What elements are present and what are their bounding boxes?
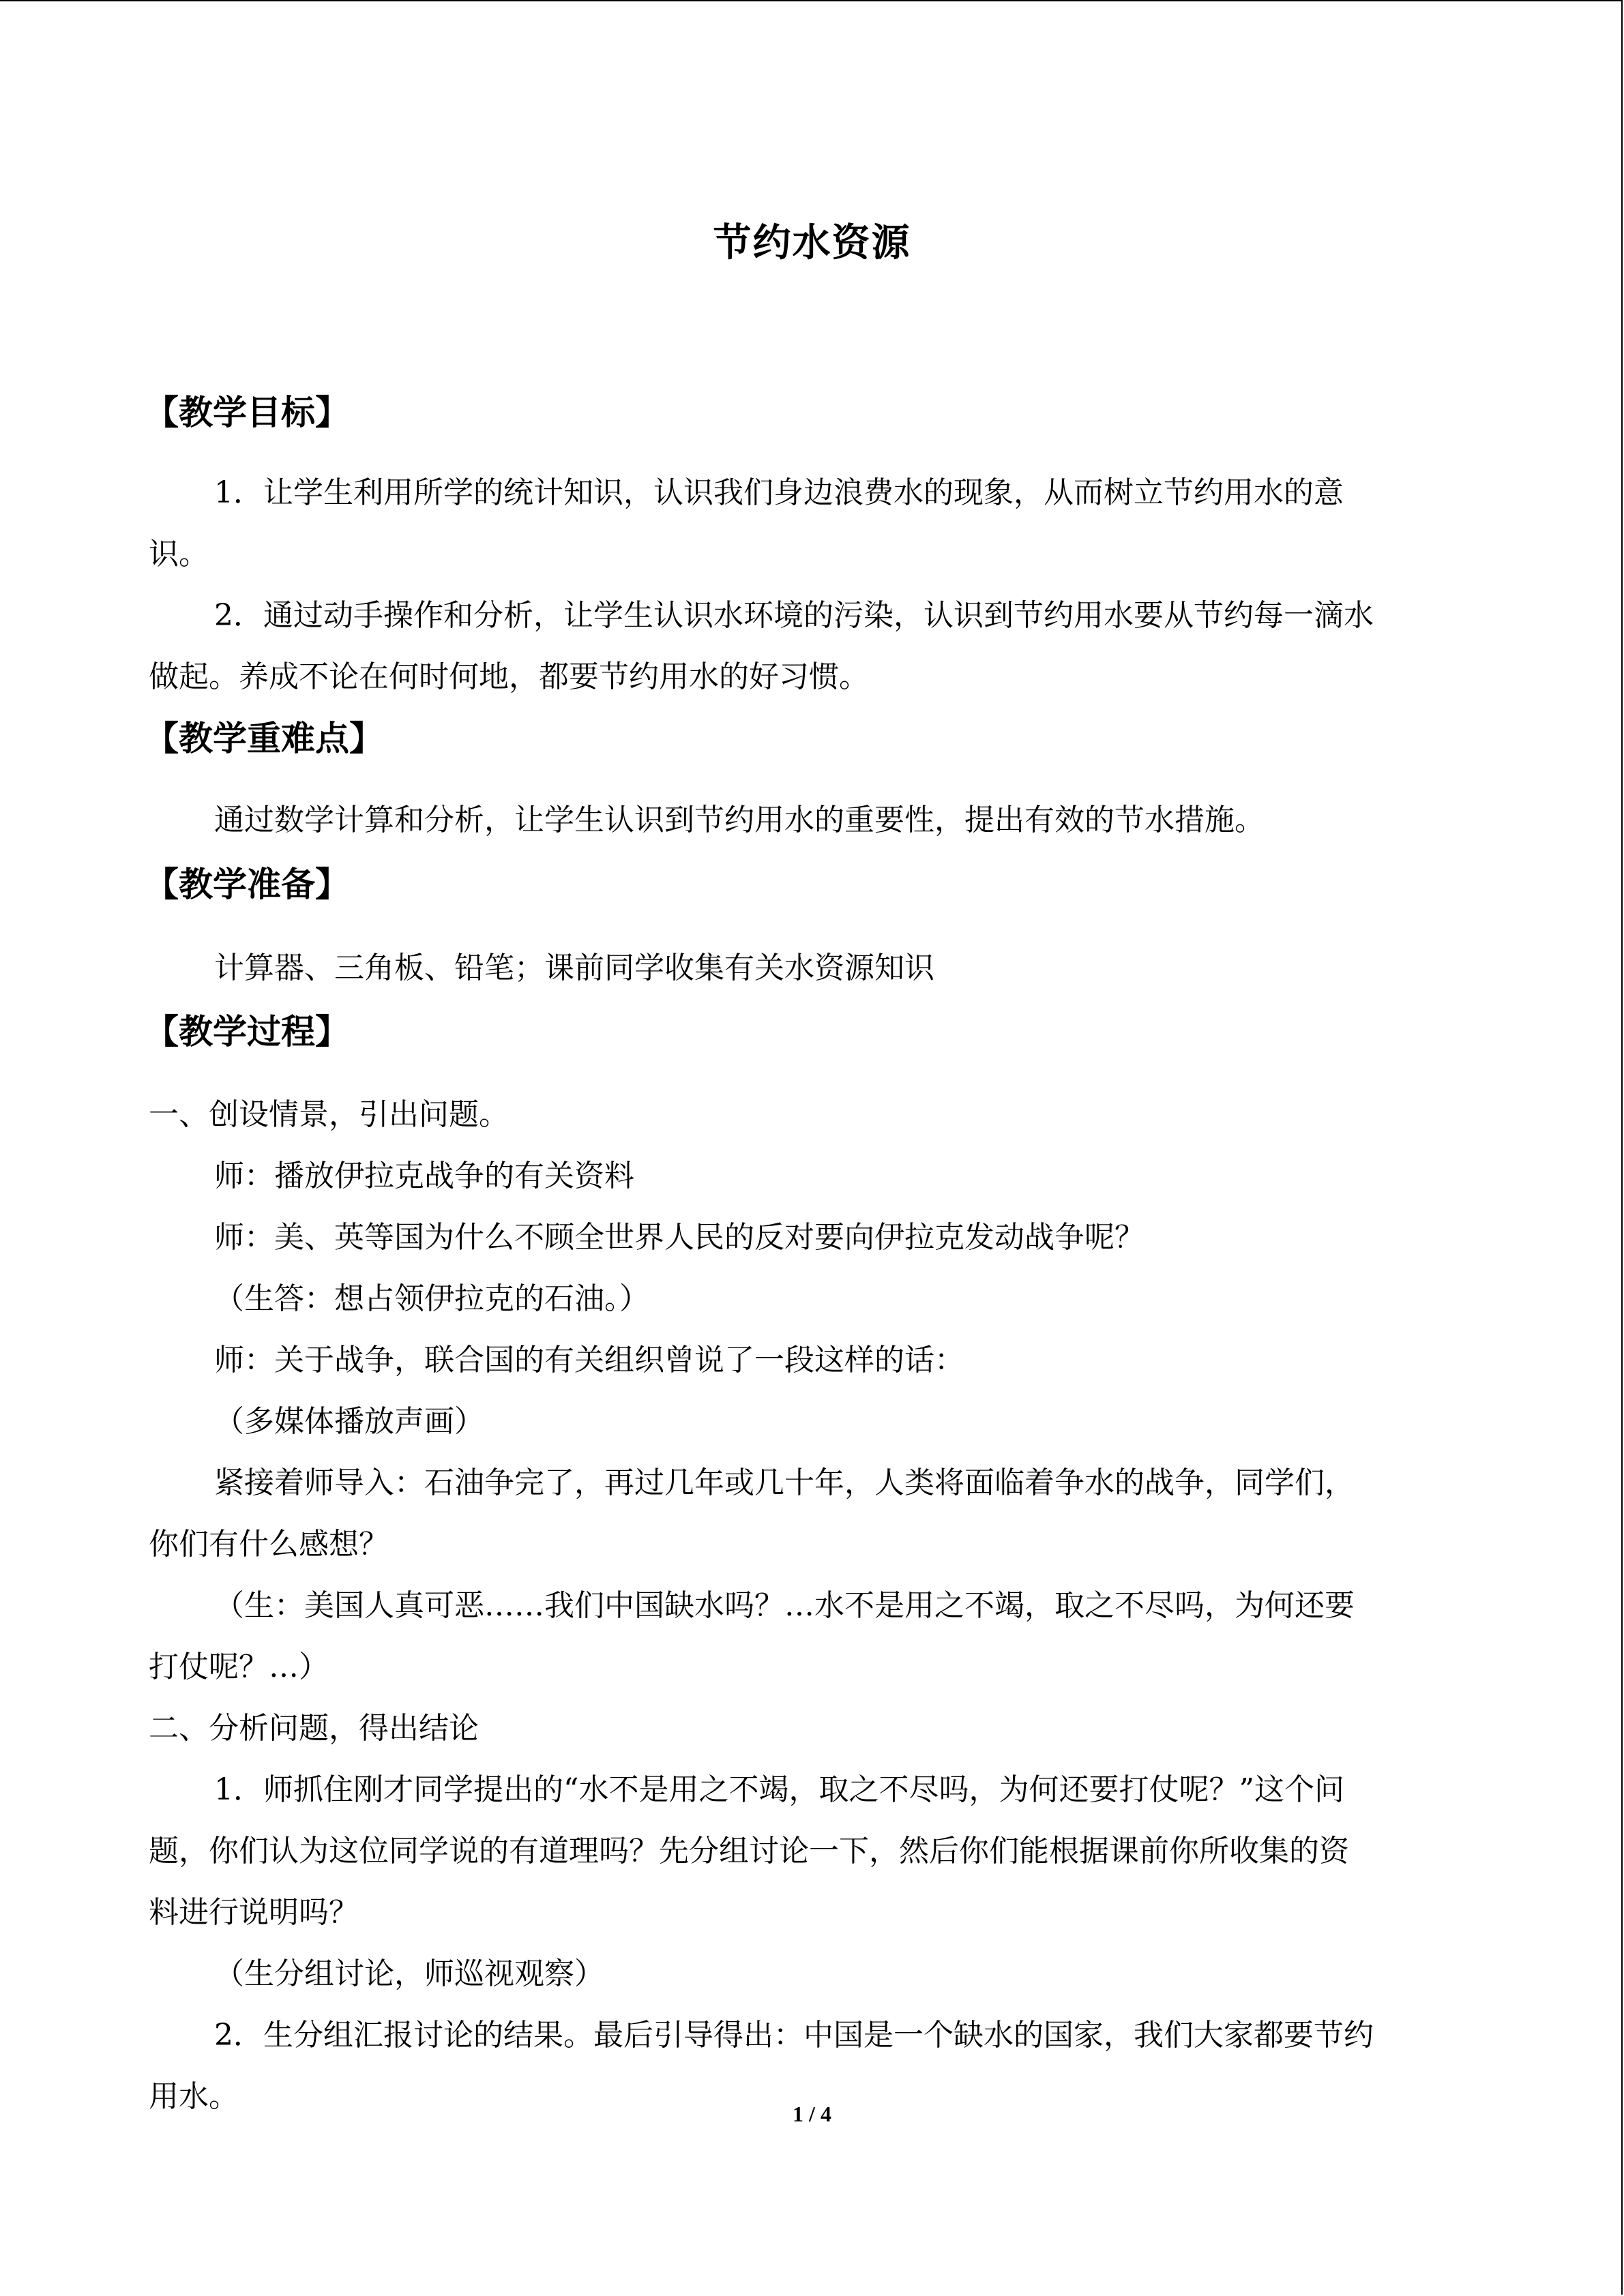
process-line-2: 师：美、英等国为什么不顾全世界人民的反对要向伊拉克发动战争呢？	[214, 1220, 1145, 1255]
process-line-6b: 你们有什么感想？	[149, 1527, 389, 1562]
process-line-8b: 题，你们认为这位同学说的有道理吗？先分组讨论一下，然后你们能根据课前你所收集的资	[149, 1834, 1349, 1868]
process-line-7b: 打仗呢？…）	[149, 1650, 329, 1684]
objective-2-line-2: 做起。养成不论在何时何地，都要节约用水的好习惯。	[149, 659, 869, 694]
page-title: 节约水资源	[713, 220, 911, 265]
process-line-10b: 用水。	[149, 2079, 239, 2114]
process-line-5: （多媒体播放声画）	[214, 1404, 484, 1439]
process-line-8a: 1．师抓住刚才同学提出的“水不是用之不竭，取之不尽吗，为何还要打仗呢？”这个问	[214, 1772, 1344, 1807]
key-points-content	[149, 790, 1476, 851]
process-line-10a: 2．生分组汇报讨论的结果。最后引导得出：中国是一个缺水的国家，我们大家都要节约	[214, 2018, 1374, 2053]
objective-2-line-1: 2．通过动手操作和分析，让学生认识水环境的污染，认识到节约用水要从节约每一滴水	[214, 598, 1374, 633]
heading-preparation: 【教学准备】	[145, 865, 349, 904]
process-line-1: 师：播放伊拉克战争的有关资料	[214, 1159, 634, 1193]
preparation-text: 计算器、三角板、铅笔；课前同学收集有关水资源知识	[214, 951, 934, 985]
heading-objectives: 【教学目标】	[145, 393, 349, 432]
process-line-3: （生答：想占领伊拉克的石油。）	[214, 1281, 649, 1316]
objective-1-line-2: 识。	[149, 537, 209, 571]
process-line-6a: 紧接着师导入：石油争完了，再过几年或几十年，人类将面临着争水的战争，同学们，	[214, 1465, 1355, 1500]
heading-key-points: 【教学重难点】	[145, 719, 383, 758]
objective-1-line-1: 1．让学生利用所学的统计知识，认识我们身边浪费水的现象，从而树立节约用水的意	[214, 475, 1344, 510]
key-points-text: 通过数学计算和分析，让学生认识到节约用水的重要性，提出有效的节水措施。	[214, 803, 1265, 837]
objectives-content	[149, 462, 1476, 708]
process-line-8c: 料进行说明吗？	[149, 1895, 359, 1930]
process-content	[149, 1084, 1476, 2128]
page-number: 1 / 4	[793, 2102, 831, 2126]
process-section-1: 一、创设情景，引出问题。	[149, 1097, 509, 1132]
preparation-content	[149, 938, 1476, 999]
heading-process: 【教学过程】	[145, 1012, 349, 1052]
process-section-2: 二、分析问题，得出结论	[149, 1711, 479, 1746]
process-line-4: 师：关于战争，联合国的有关组织曾说了一段这样的话：	[214, 1343, 964, 1377]
process-line-7a: （生：美国人真可恶……我们中国缺水吗？…水不是用之不竭，取之不尽吗，为何还要	[214, 1588, 1355, 1623]
process-line-9: （生分组讨论，师巡视观察）	[214, 1956, 604, 1991]
